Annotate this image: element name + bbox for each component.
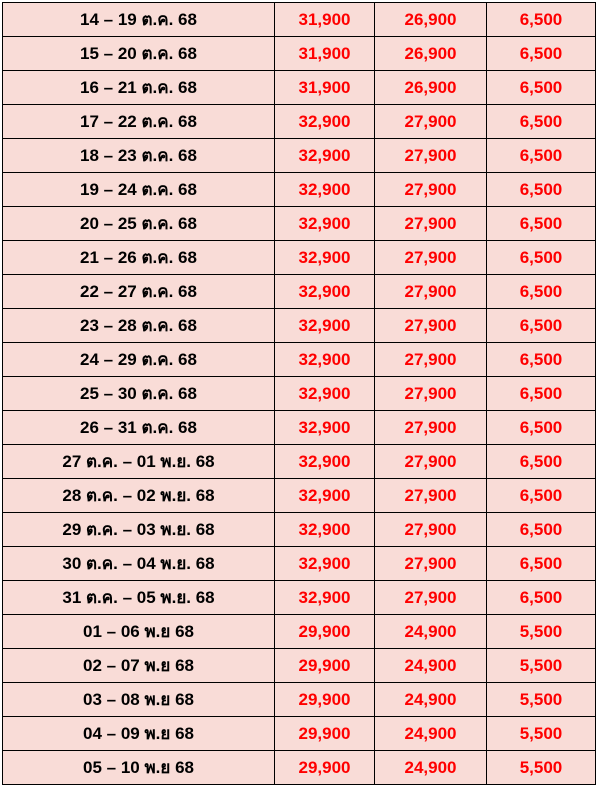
price-column-3: 6,500 bbox=[487, 513, 596, 547]
price-column-1: 32,900 bbox=[275, 445, 375, 479]
travel-date-range: 17 – 22 ต.ค. 68 bbox=[3, 105, 275, 139]
travel-date-range: 18 – 23 ต.ค. 68 bbox=[3, 139, 275, 173]
price-column-3: 6,500 bbox=[487, 207, 596, 241]
price-column-3: 6,500 bbox=[487, 105, 596, 139]
price-column-2: 27,900 bbox=[375, 105, 487, 139]
price-column-1: 32,900 bbox=[275, 207, 375, 241]
price-column-2: 27,900 bbox=[375, 411, 487, 445]
price-column-1: 32,900 bbox=[275, 547, 375, 581]
price-column-3: 6,500 bbox=[487, 479, 596, 513]
price-column-1: 32,900 bbox=[275, 377, 375, 411]
price-column-2: 27,900 bbox=[375, 275, 487, 309]
price-column-2: 27,900 bbox=[375, 479, 487, 513]
price-column-3: 6,500 bbox=[487, 547, 596, 581]
price-column-1: 29,900 bbox=[275, 717, 375, 751]
price-column-1: 32,900 bbox=[275, 173, 375, 207]
price-column-3: 6,500 bbox=[487, 581, 596, 615]
price-column-1: 31,900 bbox=[275, 3, 375, 37]
price-column-2: 27,900 bbox=[375, 445, 487, 479]
table-row bbox=[3, 71, 596, 105]
table-row bbox=[3, 751, 596, 785]
table-row bbox=[3, 173, 596, 207]
price-column-1: 29,900 bbox=[275, 751, 375, 785]
price-column-3: 5,500 bbox=[487, 751, 596, 785]
price-column-3: 6,500 bbox=[487, 275, 596, 309]
price-column-3: 6,500 bbox=[487, 3, 596, 37]
travel-date-range: 05 – 10 พ.ย 68 bbox=[3, 751, 275, 785]
price-column-2: 27,900 bbox=[375, 377, 487, 411]
price-column-1: 32,900 bbox=[275, 105, 375, 139]
price-column-2: 27,900 bbox=[375, 581, 487, 615]
travel-date-range: 15 – 20 ต.ค. 68 bbox=[3, 37, 275, 71]
price-column-1: 32,900 bbox=[275, 581, 375, 615]
table-row bbox=[3, 275, 596, 309]
price-column-2: 27,900 bbox=[375, 547, 487, 581]
table-row bbox=[3, 479, 596, 513]
travel-date-range: 21 – 26 ต.ค. 68 bbox=[3, 241, 275, 275]
table-row bbox=[3, 3, 596, 37]
table-row bbox=[3, 547, 596, 581]
price-column-3: 5,500 bbox=[487, 717, 596, 751]
travel-date-range: 26 – 31 ต.ค. 68 bbox=[3, 411, 275, 445]
table-row bbox=[3, 717, 596, 751]
travel-date-range: 20 – 25 ต.ค. 68 bbox=[3, 207, 275, 241]
price-column-2: 27,900 bbox=[375, 139, 487, 173]
price-column-3: 6,500 bbox=[487, 241, 596, 275]
price-column-2: 26,900 bbox=[375, 71, 487, 105]
price-column-2: 24,900 bbox=[375, 683, 487, 717]
price-column-3: 6,500 bbox=[487, 343, 596, 377]
price-column-1: 29,900 bbox=[275, 683, 375, 717]
travel-date-range: 25 – 30 ต.ค. 68 bbox=[3, 377, 275, 411]
price-column-1: 32,900 bbox=[275, 411, 375, 445]
price-column-2: 27,900 bbox=[375, 513, 487, 547]
price-column-1: 32,900 bbox=[275, 139, 375, 173]
price-column-2: 24,900 bbox=[375, 751, 487, 785]
travel-date-range: 14 – 19 ต.ค. 68 bbox=[3, 3, 275, 37]
table-row bbox=[3, 649, 596, 683]
price-column-3: 6,500 bbox=[487, 445, 596, 479]
price-column-1: 32,900 bbox=[275, 343, 375, 377]
price-column-1: 32,900 bbox=[275, 479, 375, 513]
price-column-1: 31,900 bbox=[275, 71, 375, 105]
price-column-2: 24,900 bbox=[375, 649, 487, 683]
price-column-1: 32,900 bbox=[275, 241, 375, 275]
travel-date-range: 19 – 24 ต.ค. 68 bbox=[3, 173, 275, 207]
table-row bbox=[3, 513, 596, 547]
table-row bbox=[3, 309, 596, 343]
price-column-2: 26,900 bbox=[375, 37, 487, 71]
table-row bbox=[3, 615, 596, 649]
travel-date-range: 30 ต.ค. – 04 พ.ย. 68 bbox=[3, 547, 275, 581]
price-table bbox=[2, 2, 596, 785]
travel-date-range: 27 ต.ค. – 01 พ.ย. 68 bbox=[3, 445, 275, 479]
price-column-1: 29,900 bbox=[275, 649, 375, 683]
price-column-3: 6,500 bbox=[487, 139, 596, 173]
price-column-3: 6,500 bbox=[487, 37, 596, 71]
travel-date-range: 31 ต.ค. – 05 พ.ย. 68 bbox=[3, 581, 275, 615]
price-column-3: 5,500 bbox=[487, 683, 596, 717]
travel-date-range: 01 – 06 พ.ย 68 bbox=[3, 615, 275, 649]
price-column-1: 32,900 bbox=[275, 513, 375, 547]
table-row bbox=[3, 445, 596, 479]
price-column-1: 32,900 bbox=[275, 309, 375, 343]
price-column-2: 27,900 bbox=[375, 207, 487, 241]
travel-date-range: 29 ต.ค. – 03 พ.ย. 68 bbox=[3, 513, 275, 547]
price-column-2: 27,900 bbox=[375, 309, 487, 343]
price-column-1: 29,900 bbox=[275, 615, 375, 649]
table-row bbox=[3, 207, 596, 241]
price-column-1: 32,900 bbox=[275, 275, 375, 309]
price-column-3: 6,500 bbox=[487, 377, 596, 411]
price-column-3: 6,500 bbox=[487, 309, 596, 343]
table-row bbox=[3, 683, 596, 717]
travel-date-range: 16 – 21 ต.ค. 68 bbox=[3, 71, 275, 105]
price-column-2: 27,900 bbox=[375, 173, 487, 207]
travel-date-range: 02 – 07 พ.ย 68 bbox=[3, 649, 275, 683]
travel-date-range: 28 ต.ค. – 02 พ.ย. 68 bbox=[3, 479, 275, 513]
table-row bbox=[3, 343, 596, 377]
price-column-3: 6,500 bbox=[487, 71, 596, 105]
price-column-3: 5,500 bbox=[487, 649, 596, 683]
price-column-2: 26,900 bbox=[375, 3, 487, 37]
travel-date-range: 24 – 29 ต.ค. 68 bbox=[3, 343, 275, 377]
price-column-2: 27,900 bbox=[375, 241, 487, 275]
price-column-3: 6,500 bbox=[487, 411, 596, 445]
table-row bbox=[3, 411, 596, 445]
price-column-3: 5,500 bbox=[487, 615, 596, 649]
table-row bbox=[3, 241, 596, 275]
price-column-3: 6,500 bbox=[487, 173, 596, 207]
price-column-2: 24,900 bbox=[375, 717, 487, 751]
travel-date-range: 22 – 27 ต.ค. 68 bbox=[3, 275, 275, 309]
price-column-1: 31,900 bbox=[275, 37, 375, 71]
price-column-2: 27,900 bbox=[375, 343, 487, 377]
table-row bbox=[3, 105, 596, 139]
table-row bbox=[3, 581, 596, 615]
price-column-2: 24,900 bbox=[375, 615, 487, 649]
travel-date-range: 23 – 28 ต.ค. 68 bbox=[3, 309, 275, 343]
table-row bbox=[3, 377, 596, 411]
travel-date-range: 03 – 08 พ.ย 68 bbox=[3, 683, 275, 717]
price-table-body bbox=[3, 3, 596, 785]
table-row bbox=[3, 139, 596, 173]
travel-date-range: 04 – 09 พ.ย 68 bbox=[3, 717, 275, 751]
table-row bbox=[3, 37, 596, 71]
